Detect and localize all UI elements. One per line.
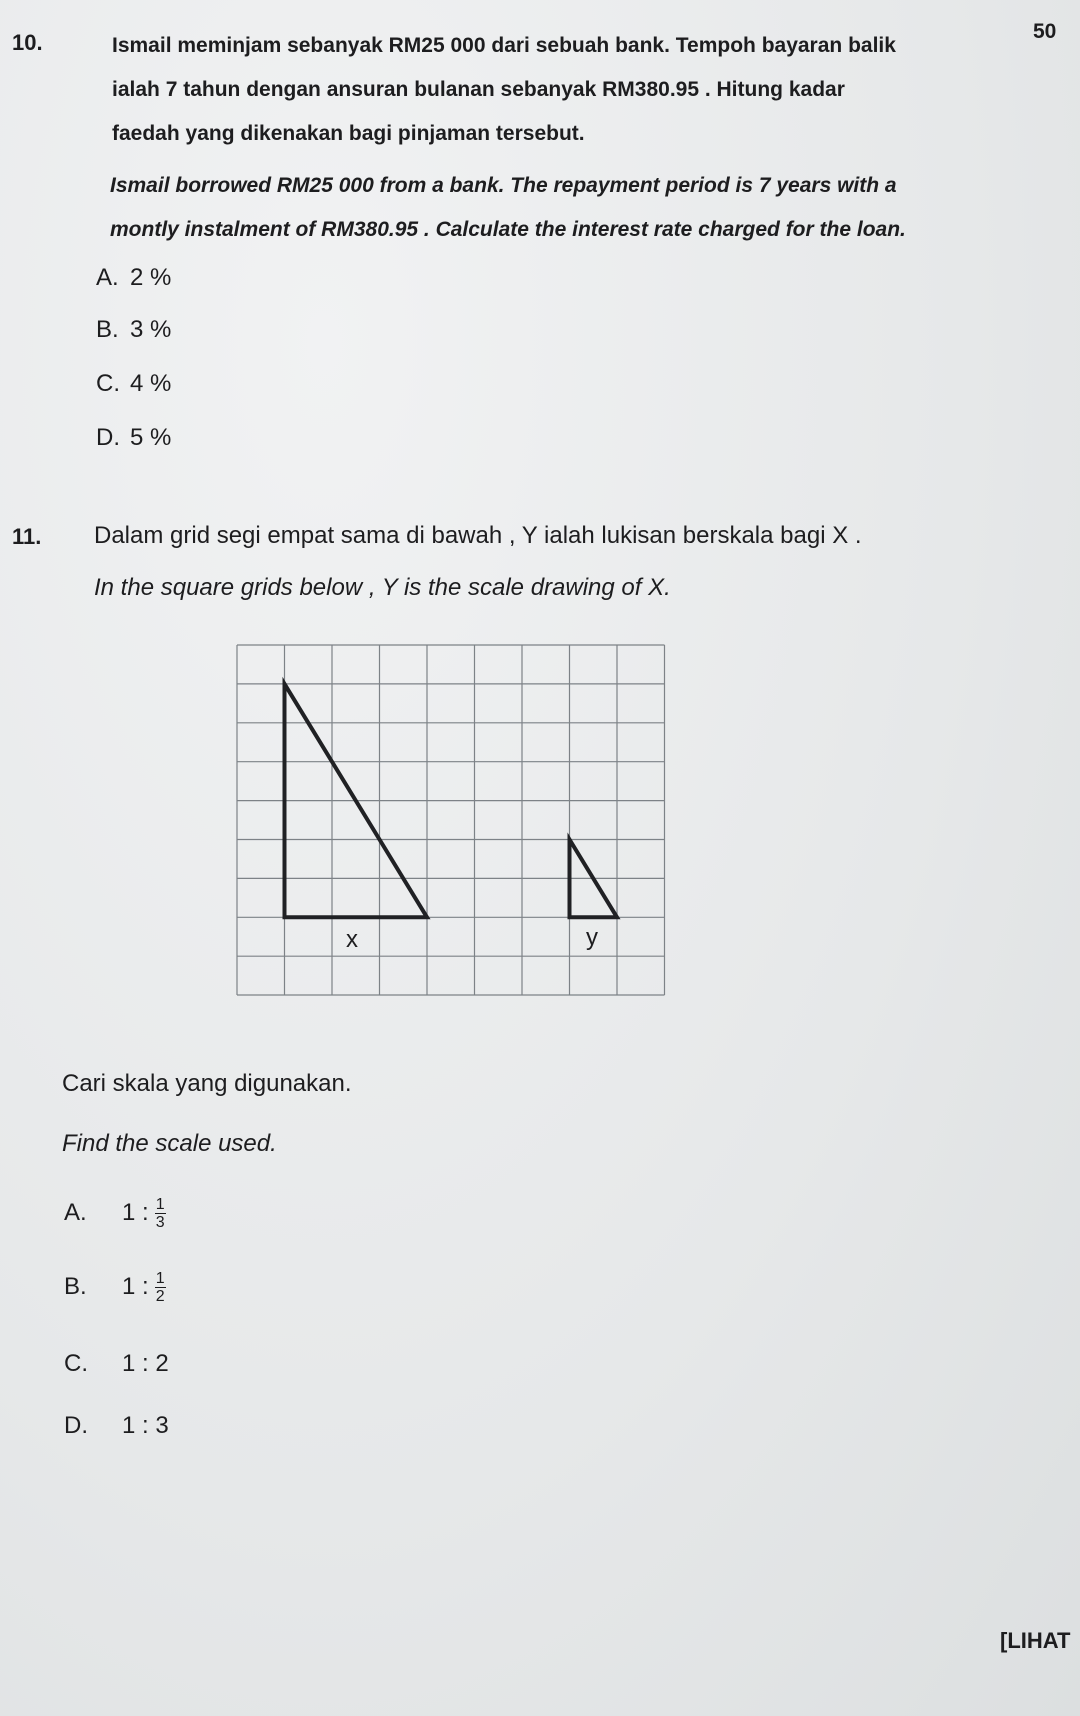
option-text: 1 : 3	[122, 1412, 169, 1439]
page-number: 50	[1033, 20, 1057, 43]
q10-en-line-2: montly instalment of RM380.95 . Calculate the interest rate charged for the loan.	[110, 218, 906, 241]
option-letter: B.	[64, 1272, 87, 1300]
square-grid	[200, 615, 680, 1015]
option-text: 3 %	[130, 316, 172, 343]
option-letter: D.	[96, 424, 120, 451]
q11-prompt-en: Find the scale used.	[62, 1130, 277, 1157]
q10-option-b[interactable]	[96, 316, 171, 344]
q10-option-a[interactable]	[96, 264, 171, 292]
label-y: y	[586, 924, 598, 951]
option-letter: C.	[64, 1350, 88, 1377]
option-text: 4 %	[130, 370, 172, 397]
option-prefix: 1 :	[122, 1272, 149, 1300]
footer-turn-over: [LIHAT	[1000, 1628, 1071, 1653]
q10-option-d[interactable]	[96, 424, 171, 452]
q11-option-a[interactable]	[64, 1196, 166, 1231]
fraction: $\frac{1}{3}$	[155, 1196, 165, 1231]
option-letter: A.	[64, 1198, 87, 1226]
q10-bm-line-2: ialah 7 tahun dengan ansuran bulanan sebanyak RM380.95 . Hitung kadar	[112, 78, 845, 101]
label-x: x	[346, 926, 358, 953]
option-letter: C.	[96, 370, 120, 397]
option-prefix: 1 :	[122, 1198, 149, 1226]
q10-bm-line-3: faedah yang dikenakan bagi pinjaman tersebut.	[112, 122, 585, 145]
grid-lines	[237, 645, 665, 995]
question-11-number: 11.	[12, 524, 42, 549]
q11-option-d[interactable]	[64, 1412, 169, 1440]
q11-option-b[interactable]	[64, 1270, 166, 1305]
option-text: 1 : 2	[122, 1350, 169, 1377]
option-text: 5 %	[130, 424, 172, 451]
option-text: 2 %	[130, 264, 172, 291]
q10-option-c[interactable]	[96, 370, 171, 398]
q11-bm-text: Dalam grid segi empat sama di bawah , Y ialah lukisan berskala bagi X .	[94, 522, 862, 549]
q11-en-text: In the square grids below , Y is the scale drawing of X.	[94, 574, 671, 601]
option-letter: D.	[64, 1412, 88, 1439]
option-letter: B.	[96, 316, 119, 343]
question-10-number: 10.	[12, 30, 43, 55]
option-letter: A.	[96, 264, 119, 291]
fraction: $\frac{1}{2}$	[155, 1270, 165, 1305]
q10-en-line-1: Ismail borrowed RM25 000 from a bank. The repayment period is 7 years with a	[110, 174, 897, 197]
q11-option-c[interactable]	[64, 1350, 169, 1378]
q10-bm-line-1: Ismail meminjam sebanyak RM25 000 dari sebuah bank. Tempoh bayaran balik	[112, 34, 896, 57]
q11-prompt-bm: Cari skala yang digunakan.	[62, 1070, 352, 1097]
